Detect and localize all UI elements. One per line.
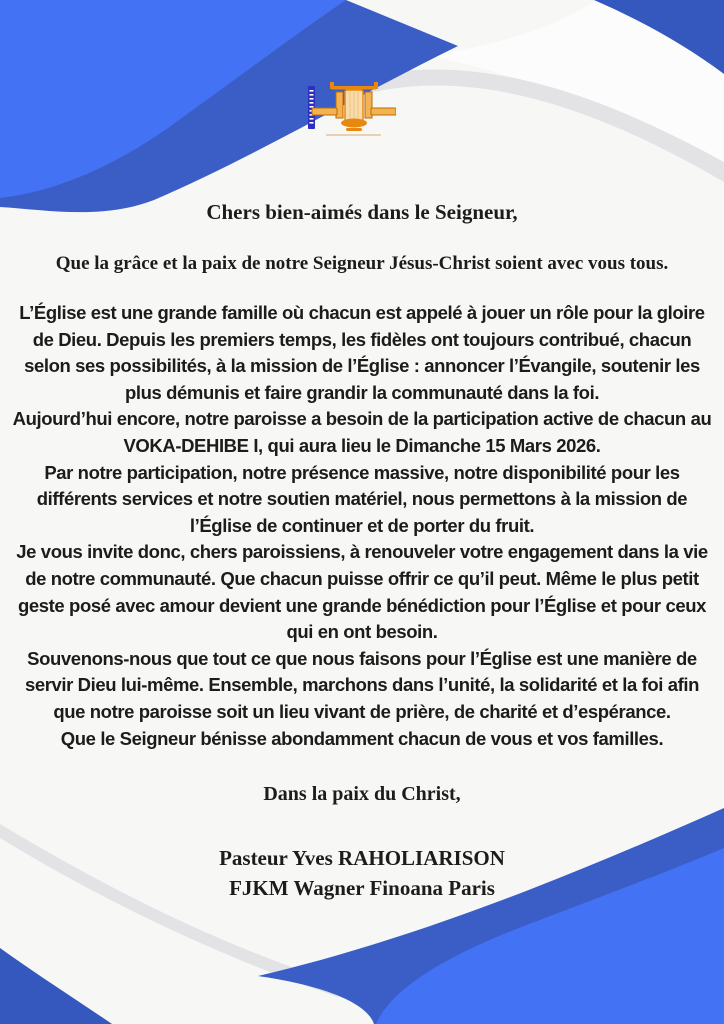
body-paragraph: Que le Seigneur bénisse abondamment chacun de vous et vos familles.	[60, 727, 664, 749]
body-paragraph: Souvenons-nous que tout ce que nous faisons pour l’Église est une manière de servir Dieu lui-même. Ensemble, marchons dans l’unité, la solidarité et la foi afin que notre paroisse soit un lieu vivant de prière, de charité et d’espérance.	[24, 647, 700, 722]
body-paragraph: L’Église est une grande famille où chacun est appelé à jouer un rôle pour la gloire de Dieu. Depuis les premiers temps, les fidèles ont toujours contribué, chacun selon ses possibilités, à la mission de l’Église : annoncer l’Évangile, soutenir les plus démunis et faire grandir la communauté dans la foi.	[19, 302, 705, 403]
body-paragraph: Par notre participation, notre présence massive, notre disponibilité pour les différents services et notre soutien matériel, nous permettons à la mission de l’Église de continuer et de porter du fruit.	[36, 461, 688, 536]
signature-org: FJKM Wagner Finoana Paris	[229, 876, 495, 900]
greeting-line: Chers bien-aimés dans le Seigneur,	[206, 200, 518, 224]
body-paragraph: Je vous invite donc, chers paroissiens, à renouveler votre engagement dans la vie de notre communauté. Que chacun puisse offrir ce qu’il peut. Même le plus petit geste posé avec amour devient une grande bénédiction pour l’Église et pour ceux qui en ont besoin.	[16, 541, 708, 643]
signature-block	[0, 843, 724, 903]
body-paragraph: Aujourd’hui encore, notre paroisse a besoin de la participation active de chacun au VOKA-DEHIBE I, qui aura lieu le Dimanche 15 Mars 2026.	[12, 408, 712, 456]
letter-body	[10, 300, 714, 752]
closing-line: Dans la paix du Christ,	[263, 783, 461, 805]
salutation-line: Que la grâce et la paix de notre Seigneur Jésus-Christ soient avec vous tous.	[55, 253, 669, 274]
signature-name: Pasteur Yves RAHOLIARISON	[219, 846, 505, 870]
